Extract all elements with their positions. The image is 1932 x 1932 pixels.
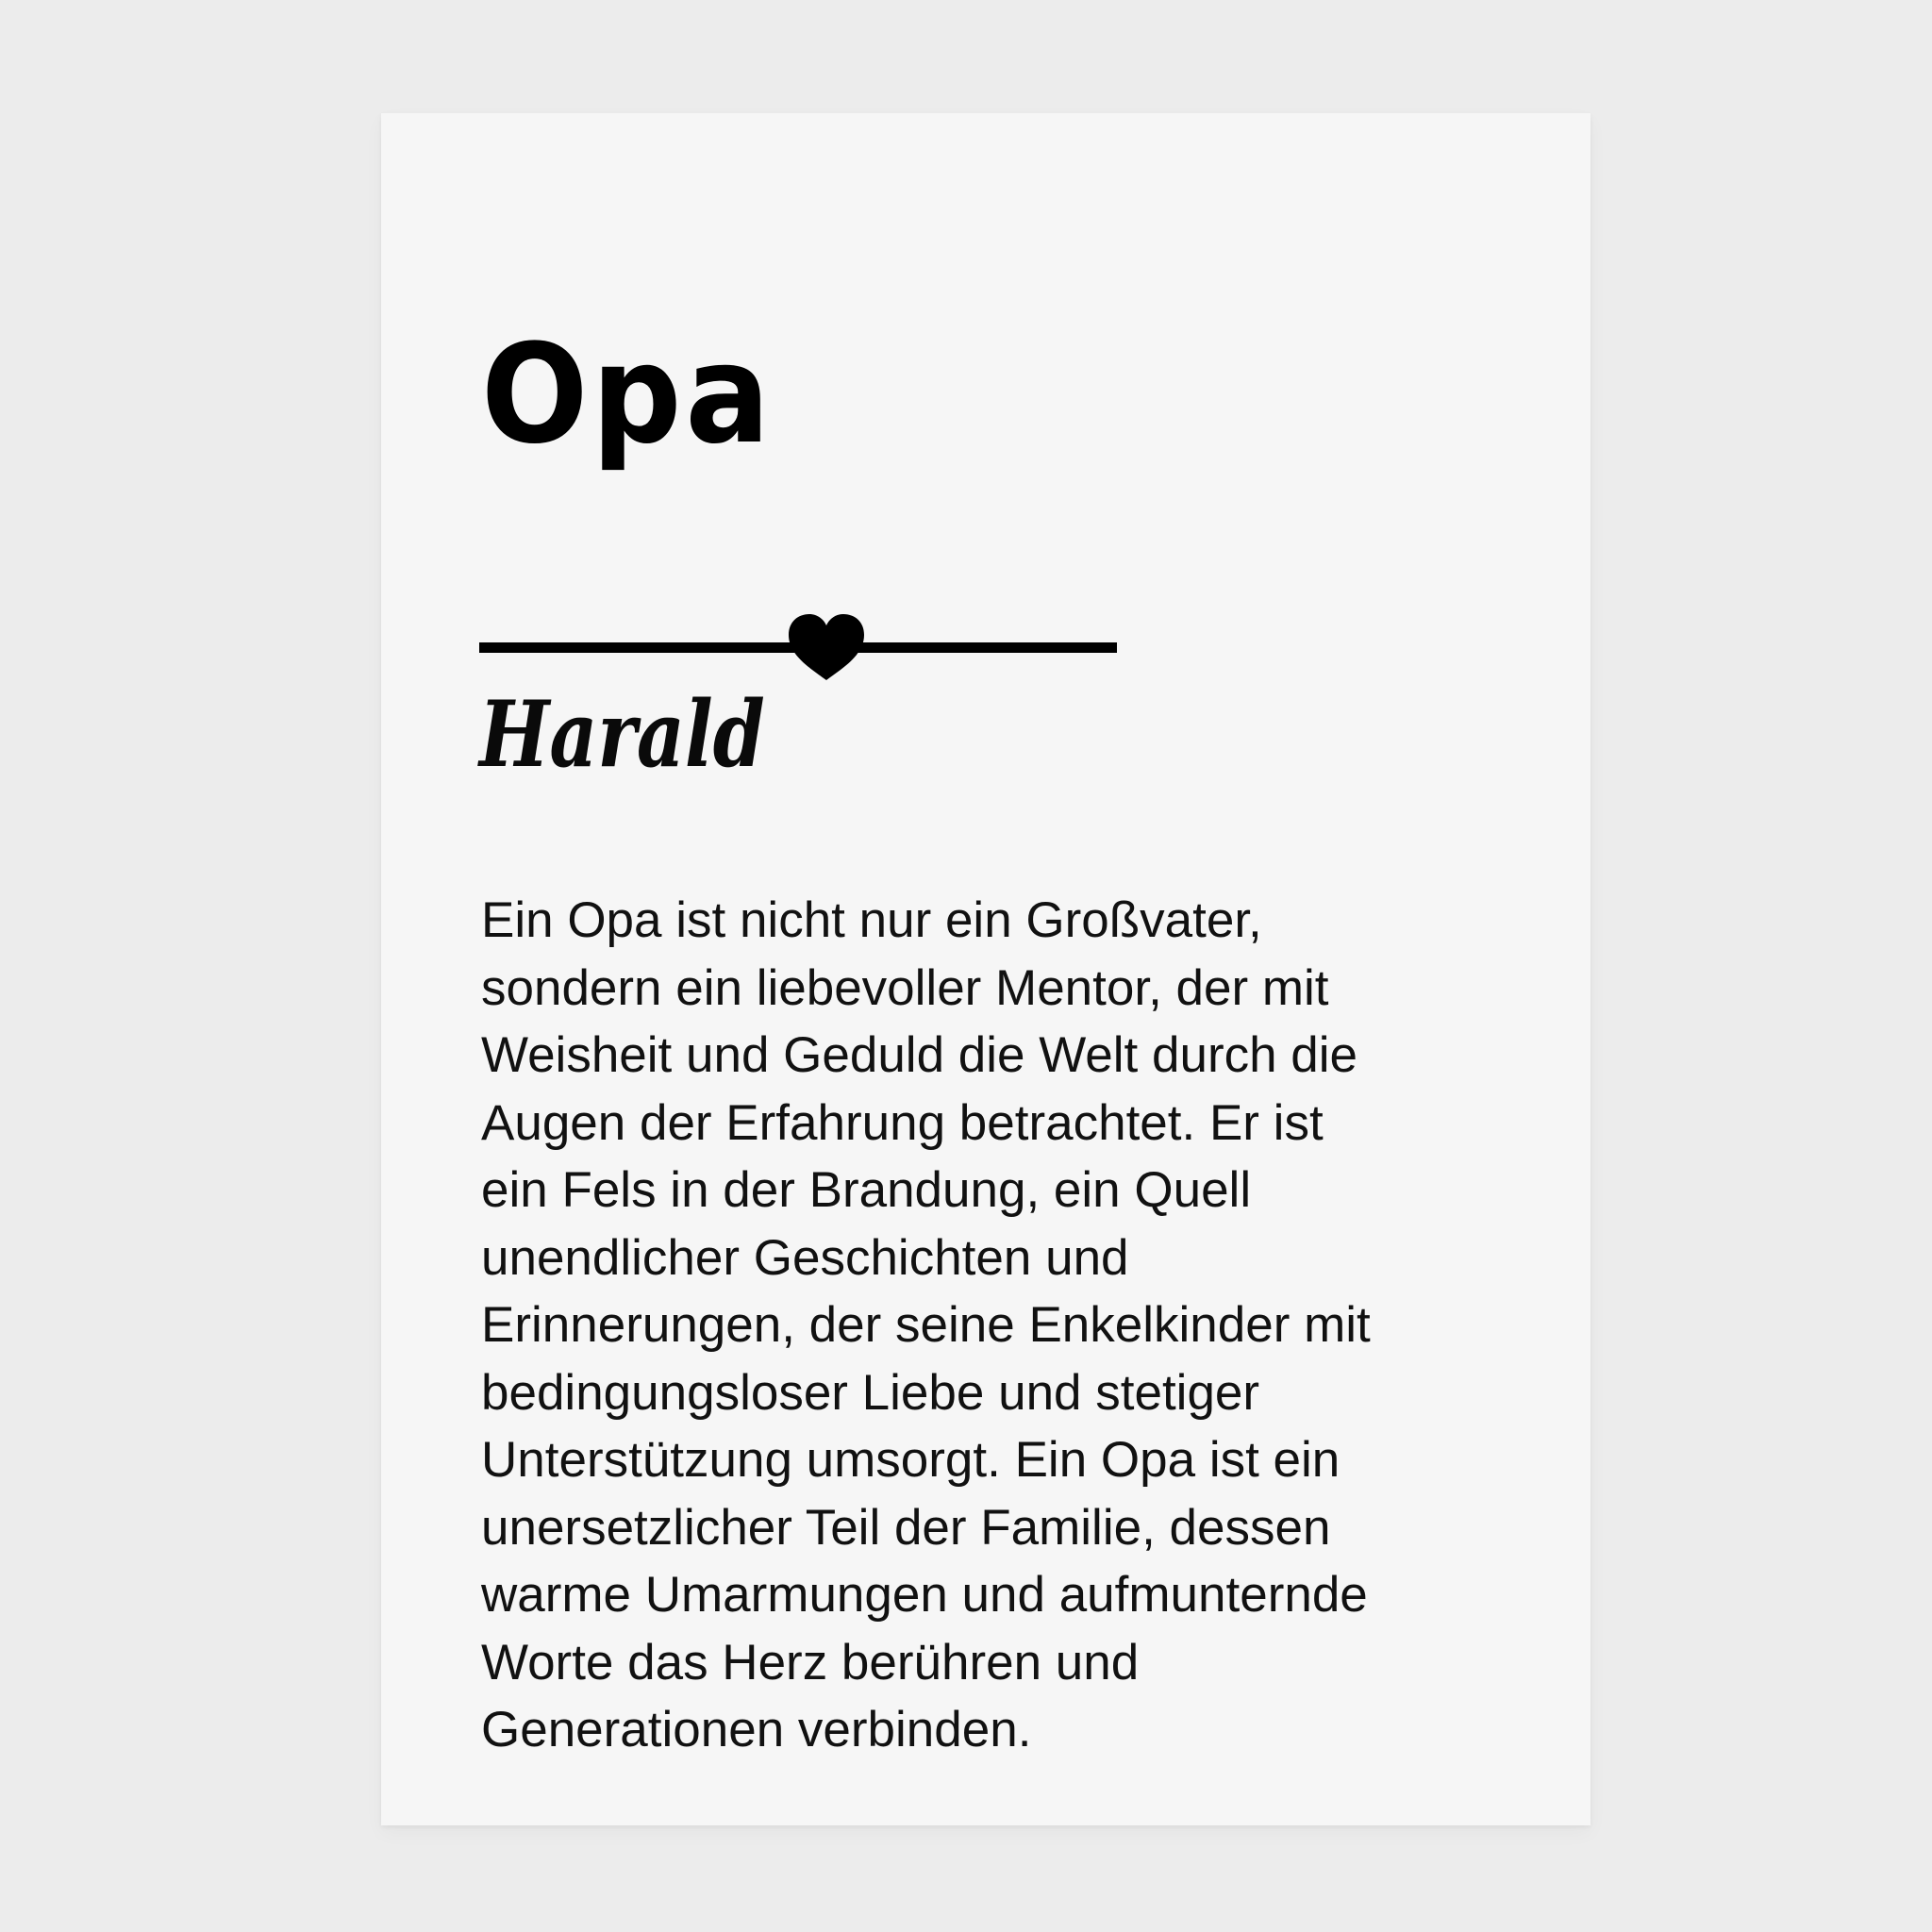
heart-icon — [789, 614, 864, 680]
person-name: Harald — [479, 681, 765, 788]
definition-line: Unterstützung umsorgt. Ein Opa ist ein — [481, 1432, 1341, 1488]
definition-line: Augen der Erfahrung betrachtet. Er ist — [481, 1094, 1324, 1151]
definition-line: Erinnerungen, der seine Enkelkinder mit — [481, 1297, 1371, 1353]
definition-line: unendlicher Geschichten und — [481, 1229, 1129, 1286]
definition-line: Generationen verbinden. — [481, 1702, 1032, 1757]
definition-line: Worte das Herz berühren und — [481, 1634, 1140, 1690]
definition-line: Ein Opa ist nicht nur ein Großvater, — [481, 892, 1262, 948]
poster-title: Opa — [481, 315, 774, 475]
heart-divider — [479, 614, 1117, 682]
poster-card — [381, 113, 1591, 1825]
definition-line: ein Fels in der Brandung, ein Quell — [481, 1162, 1252, 1218]
definition-text — [481, 887, 1371, 1764]
definition-line: warme Umarmungen und aufmunternde — [481, 1567, 1368, 1623]
definition-line: Weisheit und Geduld die Welt durch die — [481, 1027, 1358, 1083]
definition-line: bedingungsloser Liebe und stetiger — [481, 1364, 1260, 1421]
definition-line: unersetzlicher Teil der Familie, dessen — [481, 1499, 1331, 1556]
definition-line: sondern ein liebevoller Mentor, der mit — [481, 959, 1329, 1016]
